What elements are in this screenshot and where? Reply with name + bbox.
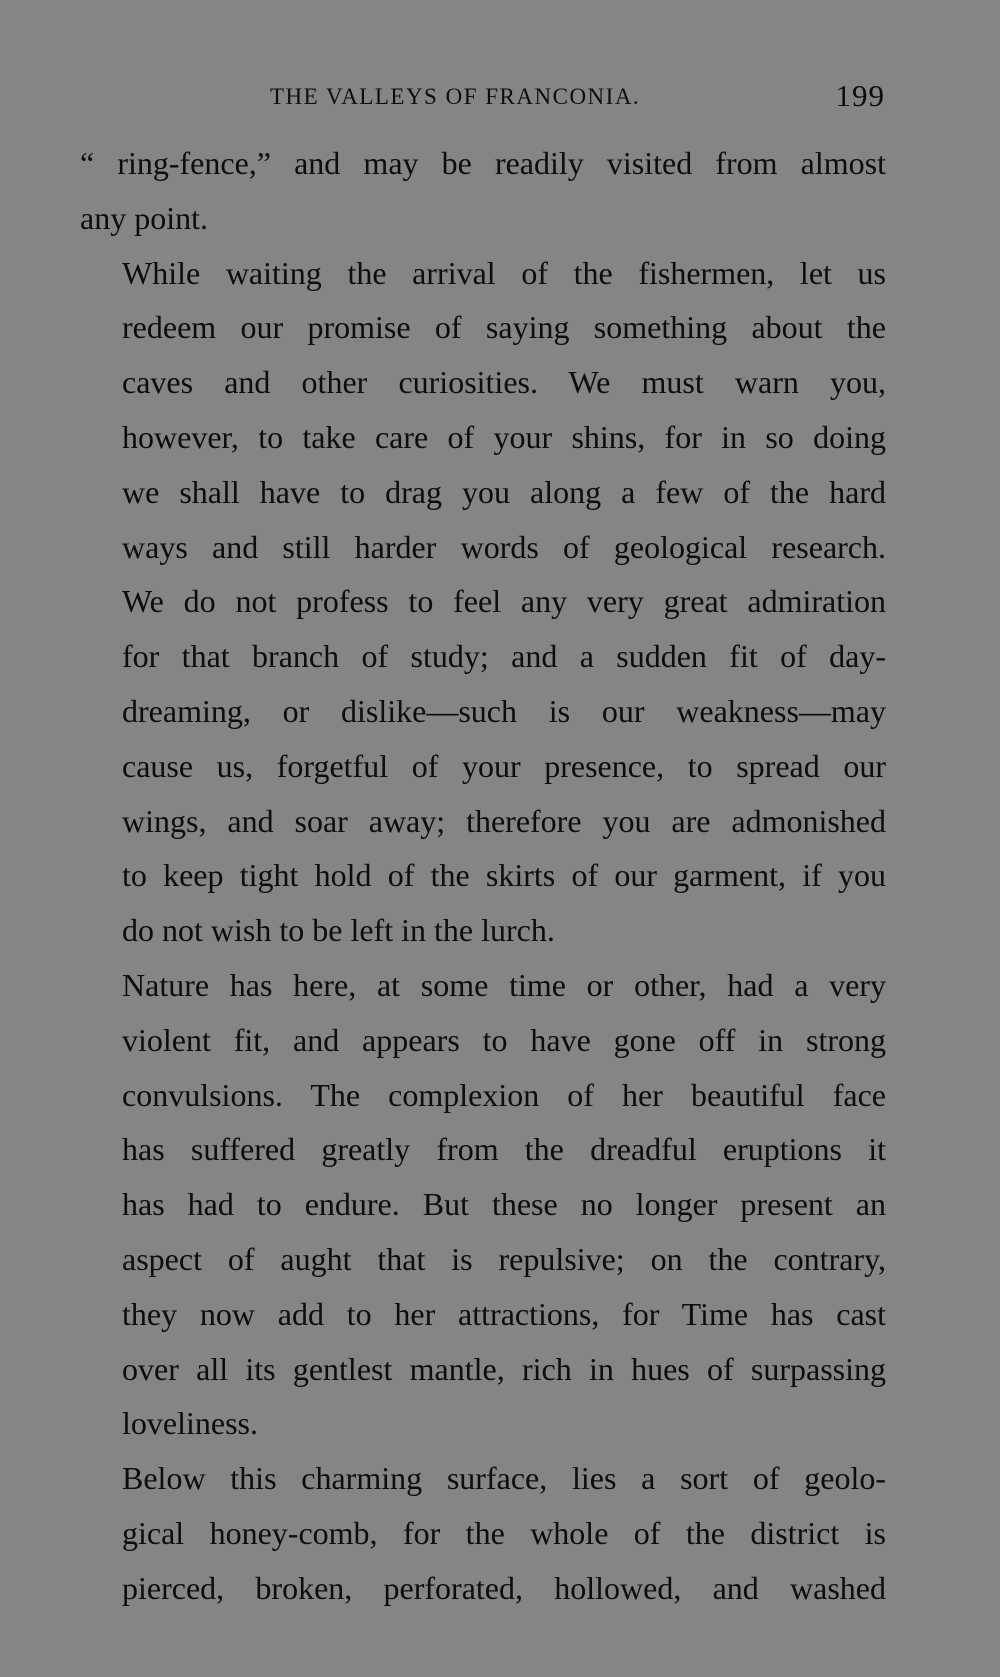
text-line: over all its gentlest mantle, rich in hues of surpassing <box>122 1350 886 1387</box>
text-line: pierced, broken, perforated, hollowed, and washed <box>122 1569 886 1606</box>
text-line: We do not profess to feel any very great admiration <box>122 583 886 620</box>
paragraph-1 <box>80 136 886 246</box>
text-line: redeem our promise of saying something about the <box>122 309 886 346</box>
paragraph-4 <box>80 1451 886 1615</box>
text-line: however, to take care of your shins, for in so doing <box>122 418 886 455</box>
text-line: for that branch of study; and a sudden fit of day- <box>122 638 886 675</box>
text-line: gical honey-comb, for the whole of the district is <box>122 1514 886 1551</box>
body-text <box>80 136 886 1616</box>
text-line: “ ring-fence,” and may be readily visited from almost <box>80 145 886 181</box>
text-line: do not wish to be left in the lurch. <box>122 912 555 949</box>
text-line: Nature has here, at some time or other, had a very <box>122 966 886 1003</box>
paragraph-2 <box>80 246 886 958</box>
running-title: THE VALLEYS OF FRANCONIA. <box>270 84 641 109</box>
text-line: has had to endure. But these no longer present an <box>122 1186 886 1223</box>
paragraph-3 <box>80 958 886 1451</box>
text-line: we shall have to drag you along a few of the hard <box>122 473 886 510</box>
page-number: 199 <box>835 78 885 113</box>
text-line: Below this charming surface, lies a sort of geolo- <box>122 1460 886 1497</box>
text-line: any point. <box>80 199 208 236</box>
text-line: aspect of aught that is repulsive; on the contrary, <box>122 1240 886 1277</box>
text-line: violent fit, and appears to have gone off in strong <box>122 1021 886 1058</box>
text-line: dreaming, or dislike—such is our weakness—may <box>122 692 886 729</box>
text-line: wings, and soar away; therefore you are admonished <box>122 802 886 839</box>
text-line: caves and other curiosities. We must warn you, <box>122 364 886 401</box>
text-line: they now add to her attractions, for Time has cast <box>122 1295 886 1332</box>
text-line: ways and still harder words of geological research. <box>122 528 886 565</box>
text-line: to keep tight hold of the skirts of our garment, if you <box>122 857 886 894</box>
text-line: cause us, forgetful of your presence, to spread our <box>122 747 886 784</box>
text-line: While waiting the arrival of the fishermen, let us <box>122 254 886 291</box>
running-head <box>80 76 885 120</box>
text-line: has suffered greatly from the dreadful eruptions it <box>122 1131 886 1168</box>
text-line: convulsions. The complexion of her beautiful face <box>122 1076 886 1113</box>
text-line: loveliness. <box>122 1405 258 1442</box>
